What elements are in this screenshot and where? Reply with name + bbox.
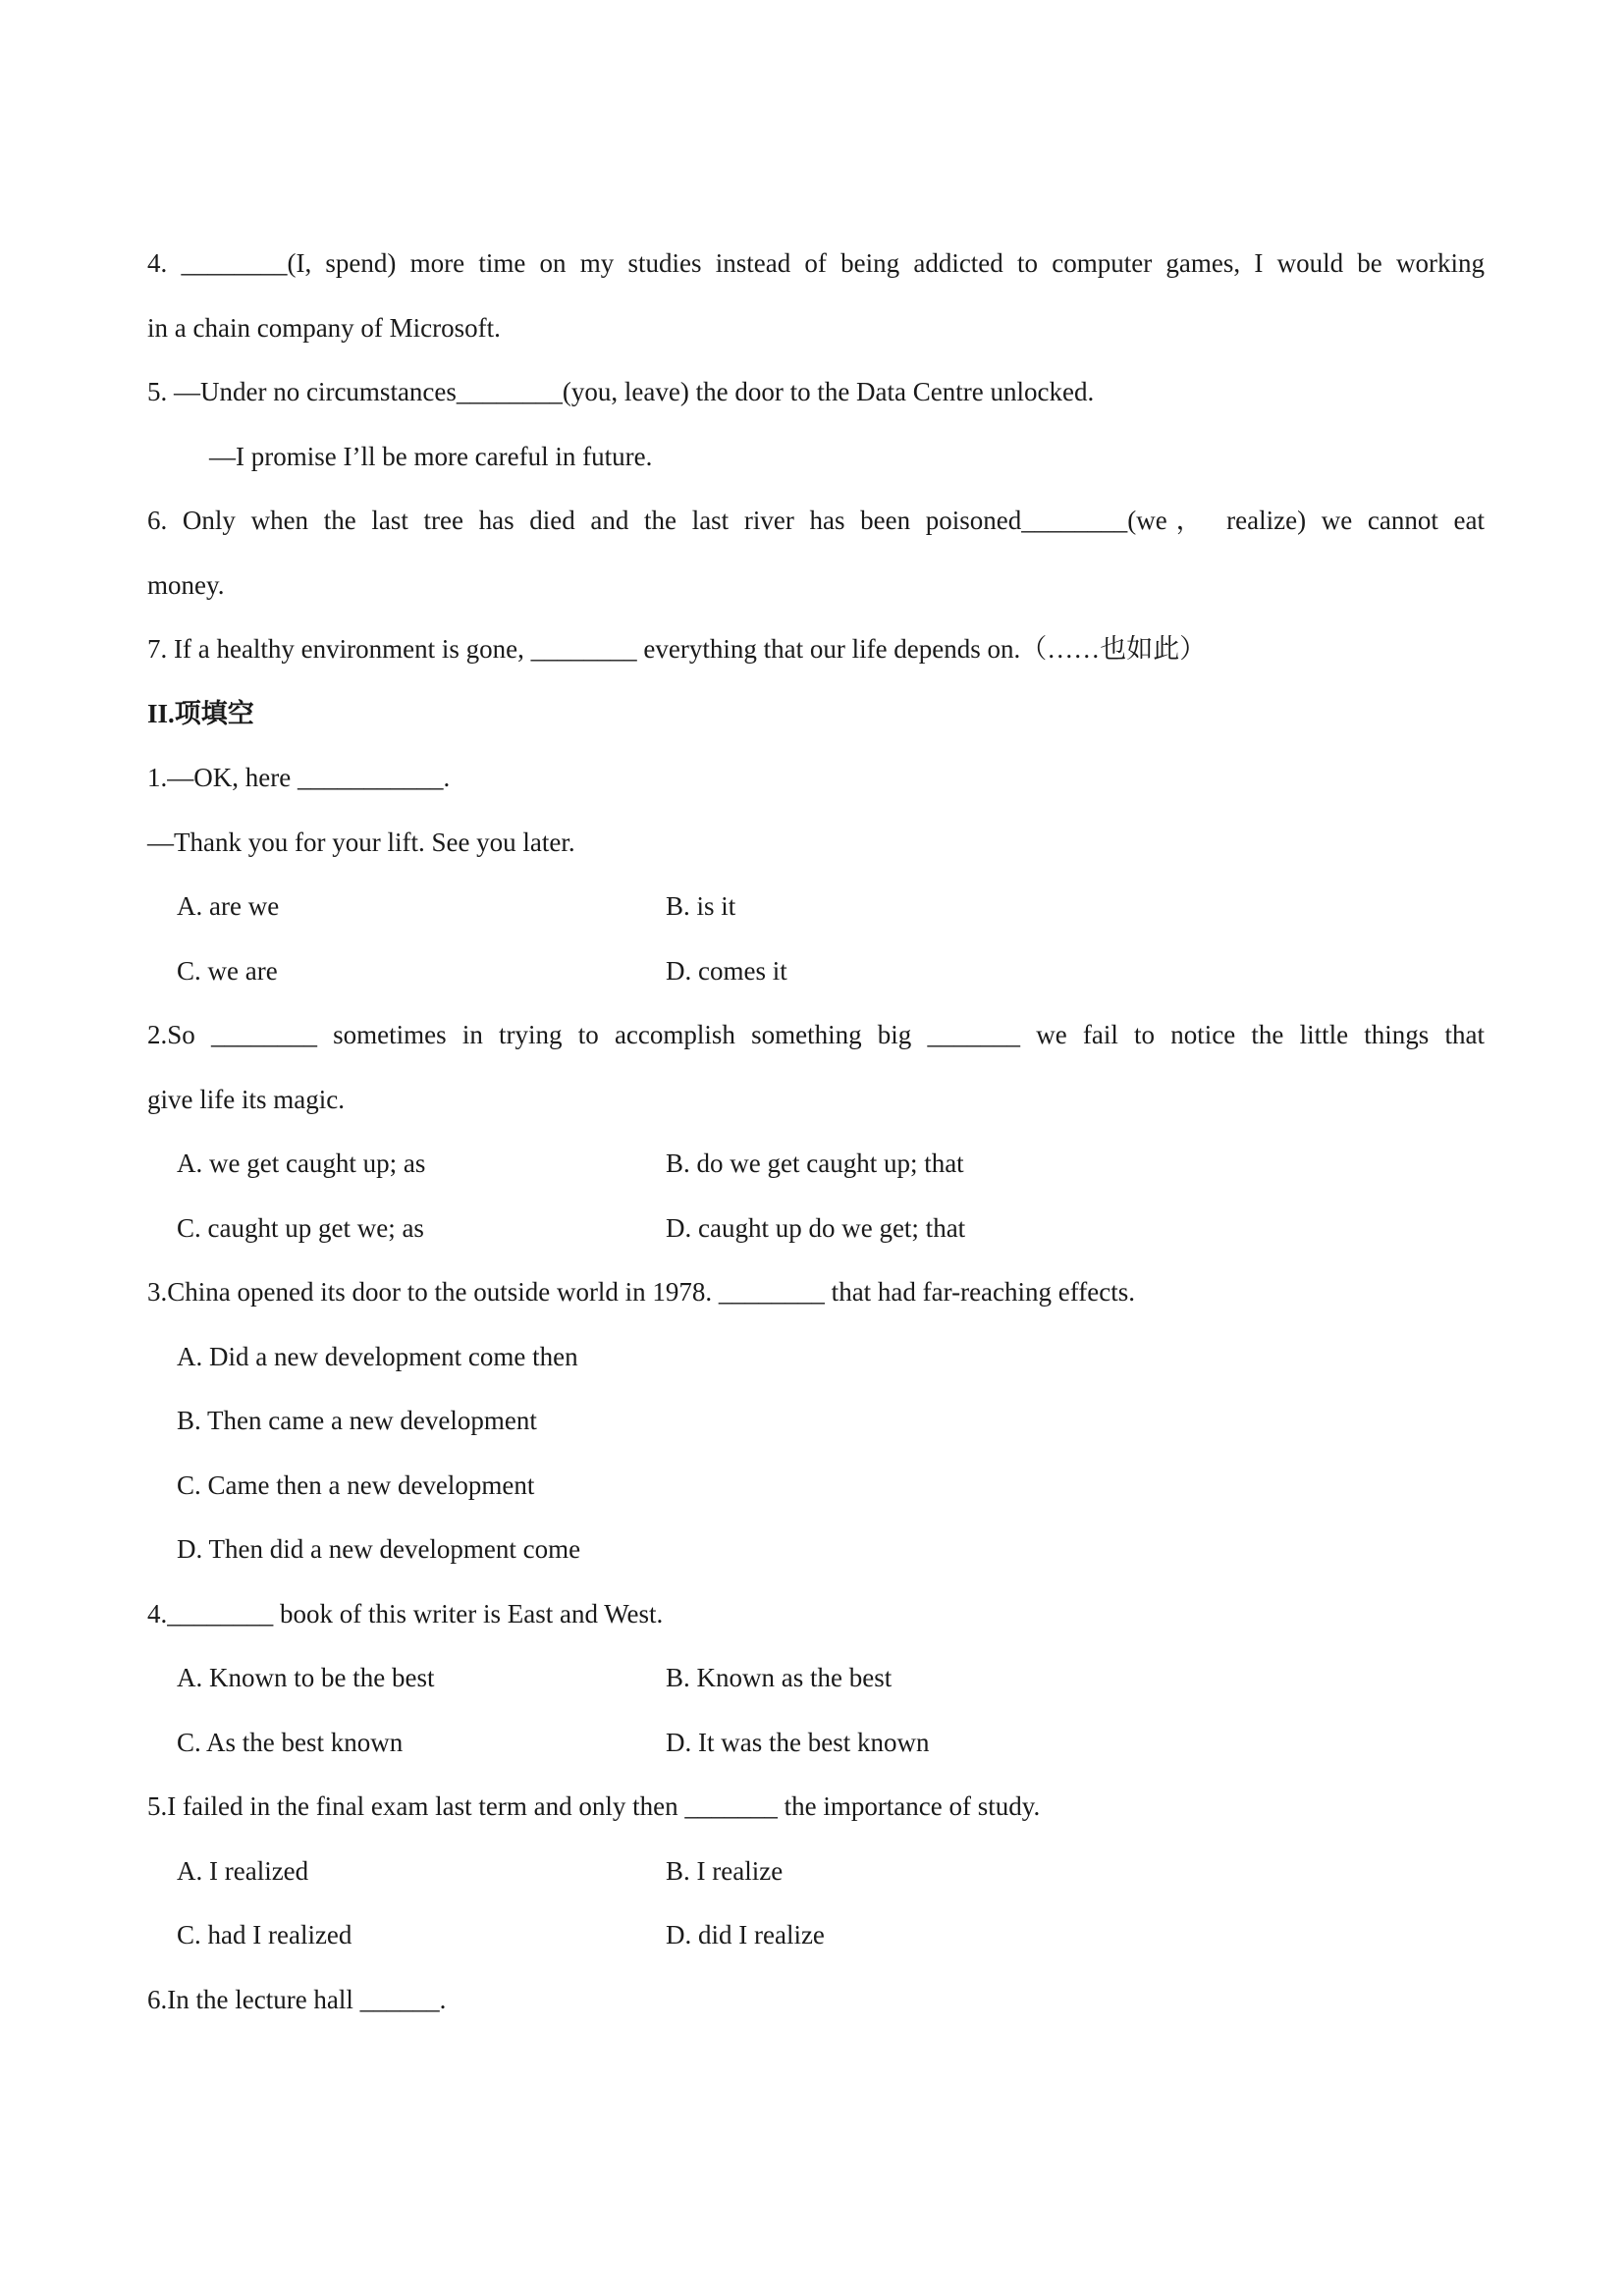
option-b: B. is it: [666, 891, 736, 921]
mc-question-5-options-row-1: [147, 1840, 1485, 1904]
mc-question-4-stem: 4.________ book of this writer is East and West.: [147, 1598, 664, 1629]
question-7-line-1: 7. If a healthy environment is gone, ________ everything that our life depends on.（……也如此）: [147, 634, 1207, 664]
option-c: C. had I realized: [177, 1920, 352, 1949]
option-c: C. Came then a new development: [177, 1469, 535, 1500]
option-d: D. did I realize: [666, 1920, 825, 1949]
option-b: B. Known as the best: [666, 1663, 893, 1692]
exercise-content: [147, 232, 1485, 2032]
option-a: A. we get caught up; as: [177, 1148, 426, 1178]
option-d: D. caught up do we get; that: [666, 1212, 966, 1243]
mc-question-5-stem: 5.I failed in the final exam last term and only then _______ the importance of study.: [147, 1791, 1041, 1821]
mc-question-4-options-row-1: [147, 1646, 1485, 1711]
option-b: B. do we get caught up; that: [666, 1148, 964, 1178]
option-a: A. Did a new development come then: [177, 1341, 578, 1371]
option-a: A. Known to be the best: [177, 1663, 435, 1692]
mc-question-3-stem: 3.China opened its door to the outside world in 1978. ________ that had far-reaching effects.: [147, 1277, 1135, 1307]
option-c: C. we are: [177, 955, 278, 986]
option-d: D. It was the best known: [666, 1727, 930, 1757]
section-heading: II.项填空: [147, 698, 254, 728]
question-4-line-1: 4. ________(I, spend) more time on my studies instead of being addicted to computer games, I would be working: [147, 248, 1485, 278]
mc-question-5-options-row-2: [147, 1903, 1485, 1968]
question-4-line-2: in a chain company of Microsoft.: [147, 312, 501, 343]
option-a: A. I realized: [177, 1855, 309, 1886]
question-5-line-2: —I promise I’ll be more careful in future.: [209, 441, 653, 471]
option-d: D. Then did a new development come: [177, 1534, 581, 1564]
mc-question-1-stem: 1.—OK, here ___________.: [147, 763, 451, 792]
option-c: C. caught up get we; as: [177, 1212, 424, 1243]
mc-question-1-reply: —Thank you for your lift. See you later.: [147, 827, 575, 857]
question-6-line-2: money.: [147, 569, 225, 600]
option-b: B. Then came a new development: [177, 1406, 537, 1435]
mc-question-2-stem-line-2: give life its magic.: [147, 1084, 345, 1114]
option-b: B. I realize: [666, 1855, 784, 1886]
option-a: A. are we: [177, 891, 280, 921]
mc-question-1-options-row-1: [147, 875, 1485, 939]
question-6-line-1: 6. Only when the last tree has died and the last river has been poisoned________(we， realize) we cannot eat: [147, 506, 1485, 535]
option-d: D. comes it: [666, 955, 787, 986]
mc-question-2-options-row-1: [147, 1132, 1485, 1197]
mc-question-1-options-row-2: [147, 939, 1485, 1004]
mc-question-2-stem-line-1: 2.So ________ sometimes in trying to accomplish something big _______ we fail to notice the little things that: [147, 1020, 1485, 1049]
question-5-line-1: 5. —Under no circumstances________(you, leave) the door to the Data Centre unlocked.: [147, 377, 1095, 406]
mc-question-2-options-row-2: [147, 1197, 1485, 1261]
option-c: C. As the best known: [177, 1727, 404, 1757]
mc-question-6-stem: 6.In the lecture hall ______.: [147, 1984, 447, 2014]
mc-question-4-options-row-2: [147, 1711, 1485, 1776]
